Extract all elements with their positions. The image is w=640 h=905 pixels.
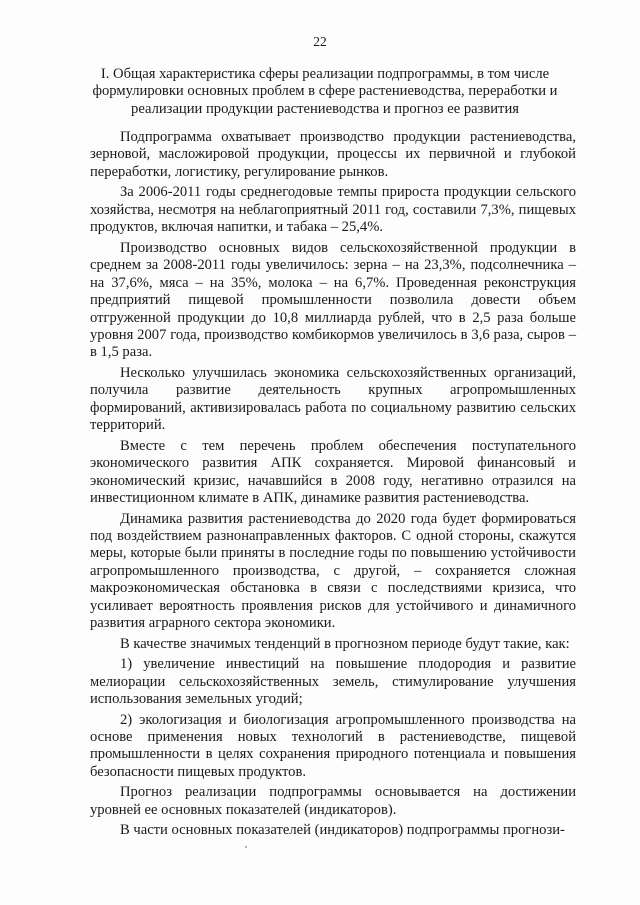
list-item-investments: 1) увеличение инвестиций на повышение плодородия и развитие мелиорации сельскохозяйственных земель, стимулирование улучшения использования земельных угодий;: [90, 656, 576, 708]
list-item-ecologization: 2) экологизация и биологизация агропромышленного производства на основе применения новых технологий в растениеводстве, пищевой промышленности в целях сохранения природного потенциала и повышения безопасности пищевых продуктов.: [90, 711, 576, 780]
body-text: [90, 129, 576, 840]
paragraph-production: Производство основных видов сельскохозяйственной продукции в среднем за 2008-2011 годы увеличилось: зерна – на 23,3%, подсолнечника – на 37,6%, мяса – на 35%, молока – на 6,7%. Проведенная реконструкция предприятий пищевой промышленности позволила довести объем отгруженной продукции до 10,8 миллиарда рублей, что в 2,5 раза больше уровня 2007 года, производство комбикормов увеличилось в 3,6 раза, сыров – в 1,5 раза.: [90, 239, 576, 361]
paragraph-forecast: Прогноз реализации подпрограммы основывается на достижении уровней ее основных показателей (индикаторов).: [90, 784, 576, 818]
paragraph-indicators: В части основных показателей (индикаторов) подпрограммы прогнози-: [120, 822, 565, 839]
paragraph-dynamics: Динамика развития растениеводства до 2020 года будет формироваться под воздействием разнонаправленных факторов. С одной стороны, скажутся меры, которые были приняты в последние годы по повышению устойчивости агропромышленного производства, с другой, – сохраняется сложная макроэкономическая обстановка в связи с последствиями кризиса, что усиливает вероятность проявления рисков для устойчивого и динамичного развития аграрного сектора экономики.: [90, 510, 576, 632]
section-heading: I. Общая характеристика сферы реализации подпрограммы, в том числе формулировки основных проблем в сфере растениеводства, переработки и реализации продукции растениеводства и прогноз ее развития: [92, 66, 558, 117]
paragraph-problems: Вместе с тем перечень проблем обеспечения поступательного экономического развития АПК сохраняется. Мировой финансовый и экономический кризис, начавшийся в 2008 году, негативно отразился на инвестиционном климате в АПК, динамике развития растениеводства.: [90, 437, 576, 507]
scan-speck: [245, 846, 247, 848]
paragraph-trends-intro: В качестве значимых тенденций в прогнозном периоде будут такие, как:: [120, 635, 570, 652]
paragraph-economy: Несколько улучшилась экономика сельскохозяйственных организаций, получила развитие деятельность крупных агропромышленных формирований, активизировалась работа по социальному развитию сельских территорий.: [90, 364, 576, 434]
paragraph-growth-rates: За 2006-2011 годы среднегодовые темпы прироста продукции сельского хозяйства, несмотря на неблагоприятный 2011 год, составили 7,3%, пищевых продуктов, включая напитки, и табака – 25,4%.: [90, 184, 576, 236]
page-number: 22: [313, 34, 327, 49]
paragraph-scope: Подпрограмма охватывает производство продукции растениеводства, зерновой, масложировой продукции, процессы их первичной и глубокой переработки, логистику, регулирование рынков.: [90, 129, 576, 180]
